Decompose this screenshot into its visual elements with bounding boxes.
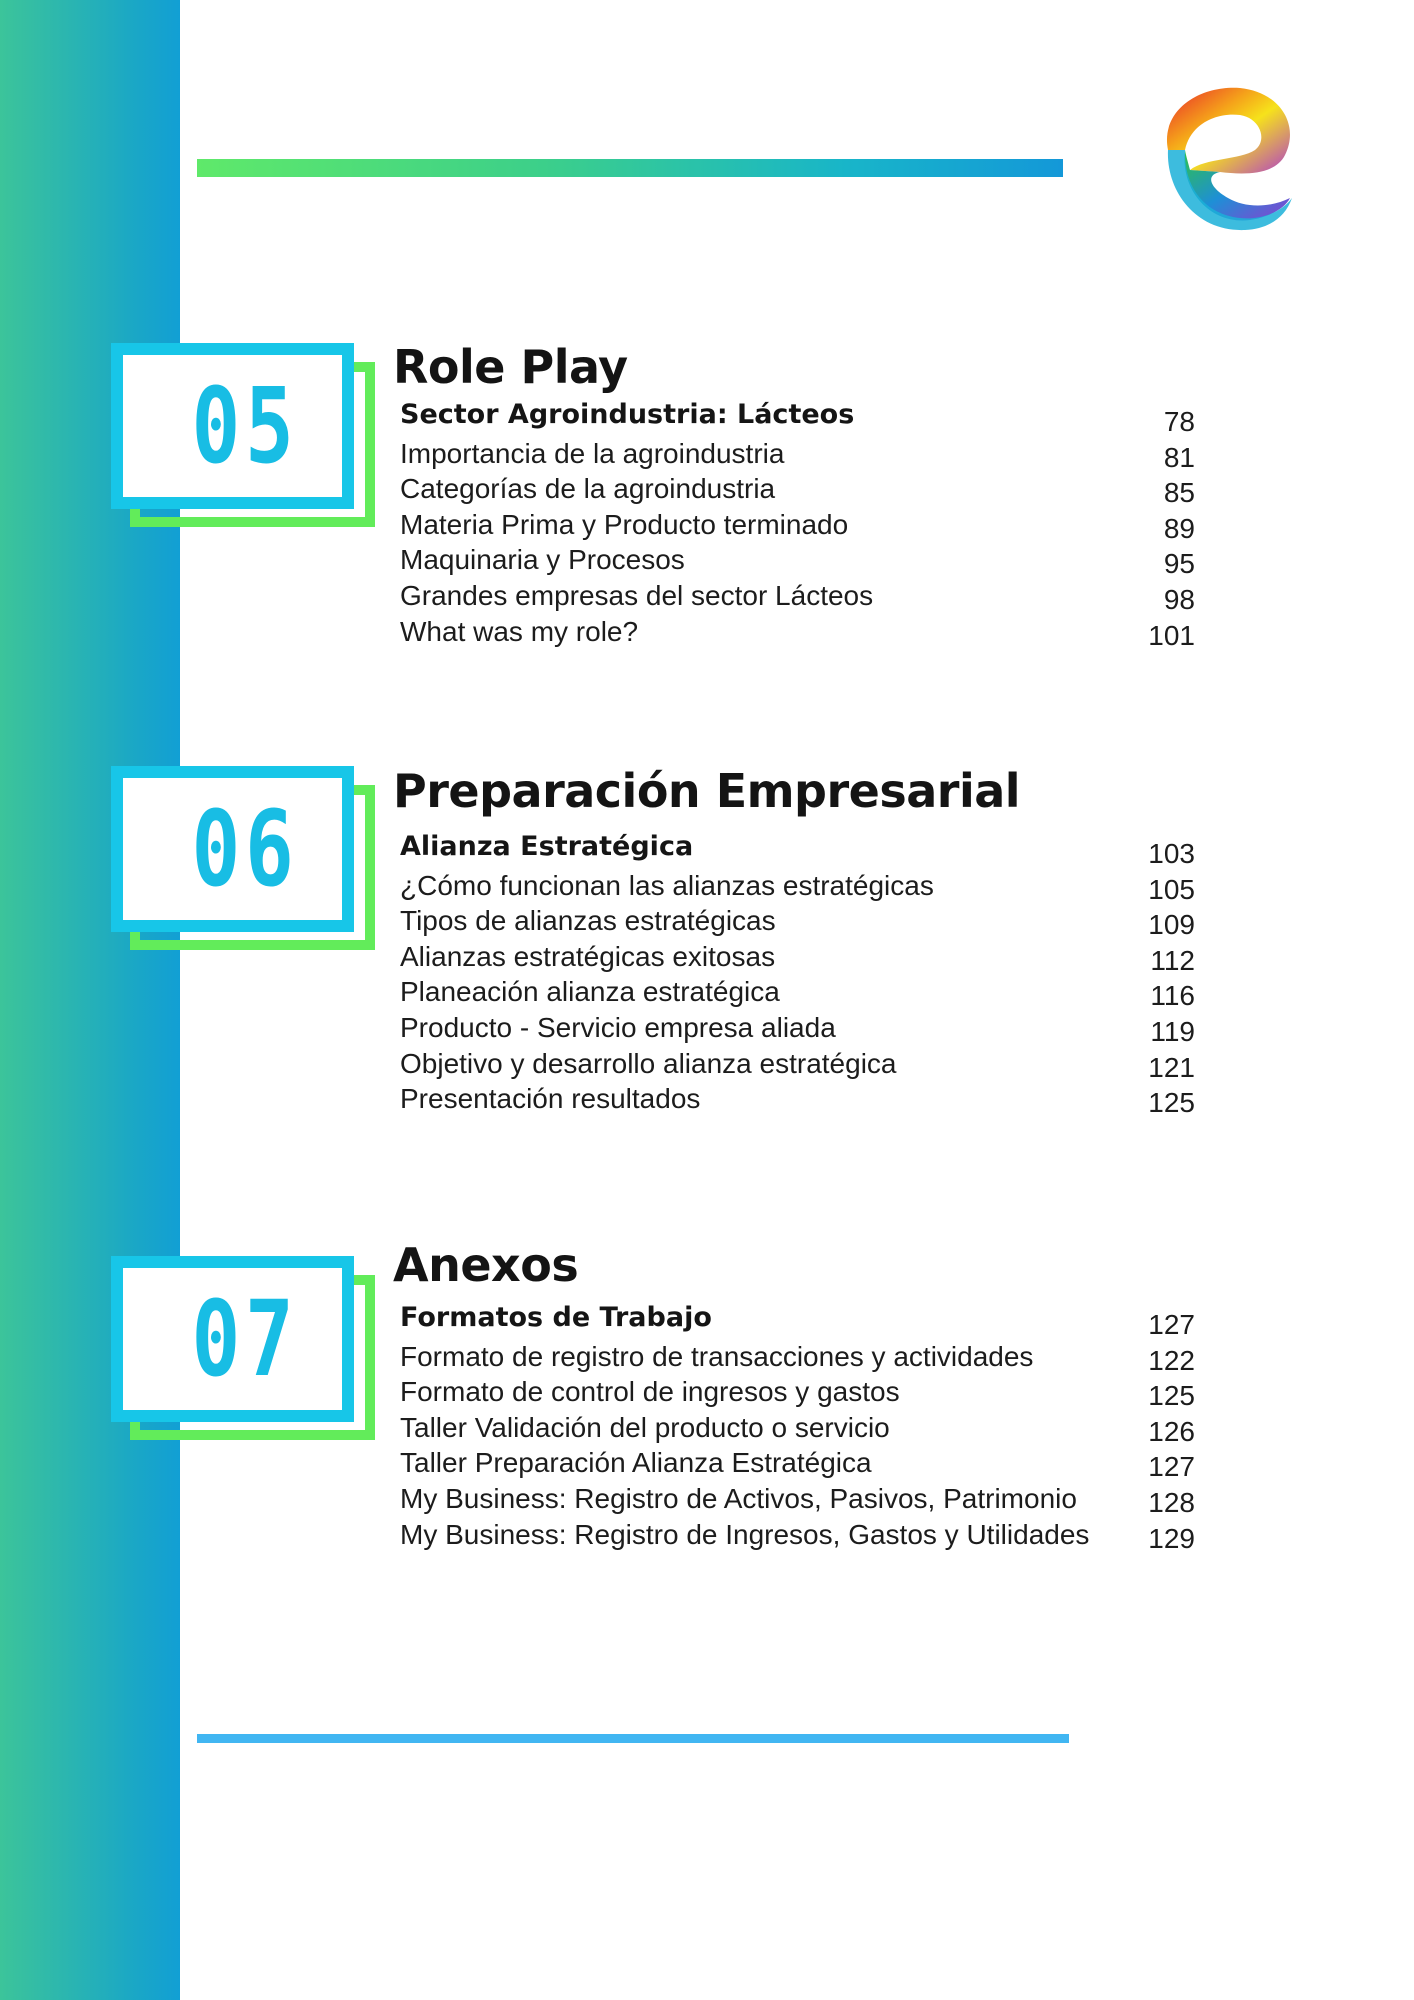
toc-page-number: 125 [1148, 1380, 1195, 1412]
toc-list [400, 831, 1200, 1119]
toc-page-number: 95 [1163, 548, 1195, 580]
toc-entry-label: Presentación resultados [400, 1083, 701, 1115]
toc-entry [400, 1519, 1200, 1555]
toc-entry [400, 1447, 1200, 1483]
toc-entry [400, 976, 1200, 1012]
toc-subheading: Alianza Estratégica [400, 831, 694, 862]
brand-logo [1150, 80, 1300, 240]
toc-entry [400, 1012, 1200, 1048]
section-number: 07 [191, 1278, 299, 1400]
toc-entry-label: Objetivo y desarrollo alianza estratégica [400, 1047, 897, 1079]
toc-page-number: 116 [1150, 980, 1195, 1012]
section-title: Anexos [393, 1238, 579, 1292]
toc-entry [400, 1376, 1200, 1412]
toc-entry-label: My Business: Registro de Ingresos, Gastos y Utilidades [400, 1518, 1090, 1550]
section-title: Role Play [393, 340, 628, 394]
toc-entry-label: Categorías de la agroindustria [400, 473, 776, 505]
toc-entry [400, 399, 1200, 438]
toc-entry [400, 870, 1200, 906]
toc-subheading: Sector Agroindustria: Lácteos [400, 399, 855, 430]
toc-entry [400, 509, 1200, 545]
toc-entry-label: ¿Cómo funcionan las alianzas estratégicas [400, 869, 934, 901]
toc-page-number: 101 [1148, 619, 1195, 651]
toc-entry [400, 473, 1200, 509]
toc-page-number: 129 [1148, 1522, 1195, 1554]
toc-entry-label: Grandes empresas del sector Lácteos [400, 579, 874, 611]
toc-entry [400, 905, 1200, 941]
section-number: 05 [191, 365, 299, 487]
toc-page-number: 109 [1148, 909, 1195, 941]
toc-entry-label: My Business: Registro de Activos, Pasivos, Patrimonio [400, 1482, 1077, 1514]
toc-entry-label: Formato de control de ingresos y gastos [400, 1376, 900, 1408]
toc-entry [400, 1302, 1200, 1341]
section-number-box [111, 1256, 371, 1436]
toc-entry [400, 544, 1200, 580]
side-gradient-band [0, 0, 180, 2000]
toc-entry-label: Alianzas estratégicas exitosas [400, 940, 776, 972]
section-number-box [111, 766, 371, 946]
toc-page-number: 127 [1148, 1309, 1195, 1340]
toc-page-number: 126 [1148, 1415, 1195, 1447]
toc-entry [400, 438, 1200, 474]
toc-page-number: 121 [1148, 1051, 1195, 1083]
toc-entry-label: Planeación alianza estratégica [400, 976, 780, 1008]
toc-page-number: 127 [1148, 1451, 1195, 1483]
toc-subheading: Formatos de Trabajo [400, 1302, 712, 1333]
toc-page-number: 85 [1163, 477, 1195, 509]
toc-entry-label: Formato de registro de transacciones y actividades [400, 1340, 1034, 1372]
toc-entry [400, 1483, 1200, 1519]
toc-page-number: 78 [1163, 406, 1195, 437]
toc-list [400, 399, 1200, 651]
toc-entry [400, 1341, 1200, 1377]
bottom-rule [197, 1734, 1069, 1743]
toc-page-number: 89 [1163, 512, 1195, 544]
toc-list [400, 1302, 1200, 1554]
toc-entry-label: Taller Validación del producto o servicio [400, 1411, 890, 1443]
toc-entry-label: Materia Prima y Producto terminado [400, 508, 849, 540]
toc-page-number: 98 [1163, 583, 1195, 615]
toc-page-number: 128 [1148, 1486, 1195, 1518]
toc-entry [400, 941, 1200, 977]
top-gradient-rule [197, 159, 1063, 177]
section-title: Preparación Empresarial [393, 764, 1021, 818]
toc-entry [400, 1048, 1200, 1084]
toc-entry-label: Taller Preparación Alianza Estratégica [400, 1447, 872, 1479]
toc-entry-label: Importancia de la agroindustria [400, 437, 785, 469]
toc-page-number: 112 [1150, 944, 1195, 976]
toc-page-number: 105 [1148, 873, 1195, 905]
toc-entry-label: What was my role? [400, 615, 639, 647]
toc-page-number: 122 [1148, 1344, 1195, 1376]
toc-page-number: 81 [1163, 441, 1195, 473]
toc-entry-label: Tipos de alianzas estratégicas [400, 905, 776, 937]
toc-page-number: 125 [1148, 1087, 1195, 1119]
toc-entry [400, 831, 1200, 870]
toc-entry-label: Producto - Servicio empresa aliada [400, 1011, 836, 1043]
toc-entry [400, 616, 1200, 652]
toc-page-number: 103 [1148, 838, 1195, 869]
toc-entry [400, 1083, 1200, 1119]
toc-entry [400, 1412, 1200, 1448]
section-number: 06 [191, 788, 299, 910]
toc-page-number: 119 [1150, 1015, 1195, 1047]
toc-entry [400, 580, 1200, 616]
toc-entry-label: Maquinaria y Procesos [400, 544, 685, 576]
section-number-box [111, 343, 371, 523]
